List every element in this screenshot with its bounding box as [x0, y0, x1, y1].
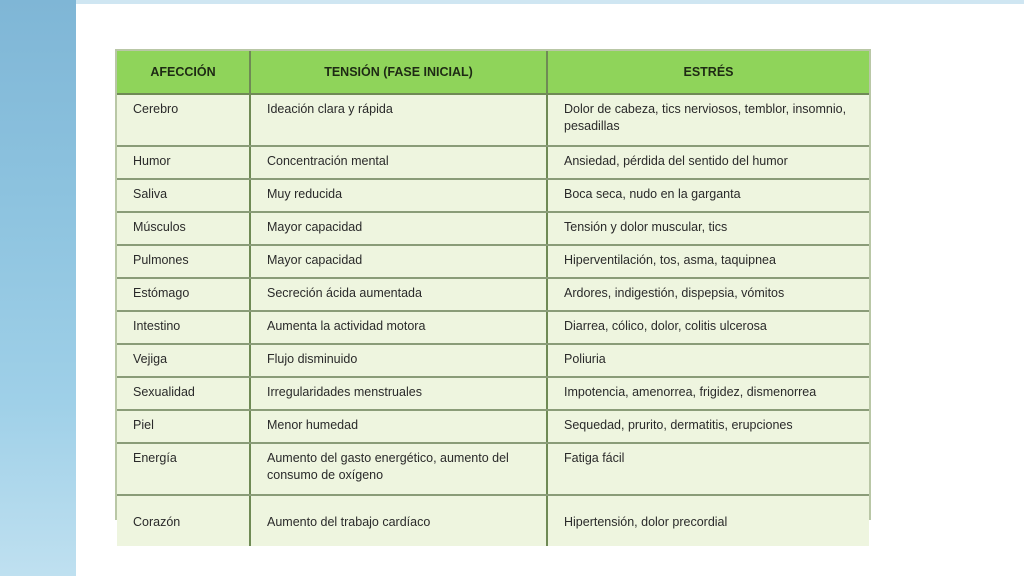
table-row	[117, 410, 869, 443]
header-afeccion: AFECCIÓN	[117, 51, 250, 94]
cell-estres: Diarrea, cólico, dolor, colitis ulcerosa	[547, 311, 869, 344]
cell-afeccion: Sexualidad	[117, 377, 250, 410]
table-row	[117, 179, 869, 212]
cell-estres: Sequedad, prurito, dermatitis, erupciones	[547, 410, 869, 443]
cell-afeccion: Piel	[117, 410, 250, 443]
cell-tension: Concentración mental	[250, 146, 547, 179]
cell-tension: Aumento del trabajo cardíaco	[250, 495, 547, 546]
header-estres: ESTRÉS	[547, 51, 869, 94]
top-decorative-strip	[76, 0, 1024, 4]
cell-tension: Irregularidades menstruales	[250, 377, 547, 410]
table-row	[117, 344, 869, 377]
table-row	[117, 377, 869, 410]
cell-afeccion: Intestino	[117, 311, 250, 344]
cell-tension: Flujo disminuido	[250, 344, 547, 377]
cell-tension: Mayor capacidad	[250, 245, 547, 278]
cell-afeccion: Estómago	[117, 278, 250, 311]
cell-afeccion: Pulmones	[117, 245, 250, 278]
cell-estres: Impotencia, amenorrea, frigidez, dismenorrea	[547, 377, 869, 410]
cell-estres: Ardores, indigestión, dispepsia, vómitos	[547, 278, 869, 311]
table-row	[117, 212, 869, 245]
cell-tension: Aumento del gasto energético, aumento del consumo de oxígeno	[250, 443, 547, 495]
stress-table	[117, 51, 869, 546]
table-row	[117, 278, 869, 311]
table-row	[117, 146, 869, 179]
cell-estres: Poliuria	[547, 344, 869, 377]
cell-tension: Muy reducida	[250, 179, 547, 212]
cell-tension: Ideación clara y rápida	[250, 94, 547, 146]
cell-tension: Secreción ácida aumentada	[250, 278, 547, 311]
cell-afeccion: Músculos	[117, 212, 250, 245]
table-row	[117, 495, 869, 546]
cell-estres: Dolor de cabeza, tics nerviosos, temblor, insomnio, pesadillas	[547, 94, 869, 146]
cell-tension: Menor humedad	[250, 410, 547, 443]
cell-estres: Tensión y dolor muscular, tics	[547, 212, 869, 245]
table-row	[117, 443, 869, 495]
left-decorative-bar	[0, 0, 76, 576]
cell-tension: Aumenta la actividad motora	[250, 311, 547, 344]
table-row	[117, 311, 869, 344]
header-row	[117, 51, 869, 94]
cell-estres: Fatiga fácil	[547, 443, 869, 495]
cell-afeccion: Saliva	[117, 179, 250, 212]
table-row	[117, 245, 869, 278]
cell-estres: Hipertensión, dolor precordial	[547, 495, 869, 546]
cell-afeccion: Vejiga	[117, 344, 250, 377]
cell-tension: Mayor capacidad	[250, 212, 547, 245]
cell-afeccion: Cerebro	[117, 94, 250, 146]
cell-estres: Hiperventilación, tos, asma, taquipnea	[547, 245, 869, 278]
cell-afeccion: Humor	[117, 146, 250, 179]
cell-afeccion: Energía	[117, 443, 250, 495]
table-container	[115, 49, 871, 529]
cell-estres: Boca seca, nudo en la garganta	[547, 179, 869, 212]
cell-estres: Ansiedad, pérdida del sentido del humor	[547, 146, 869, 179]
header-tension: TENSIÓN (FASE INICIAL)	[250, 51, 547, 94]
cell-afeccion: Corazón	[117, 495, 250, 546]
table-row	[117, 94, 869, 146]
